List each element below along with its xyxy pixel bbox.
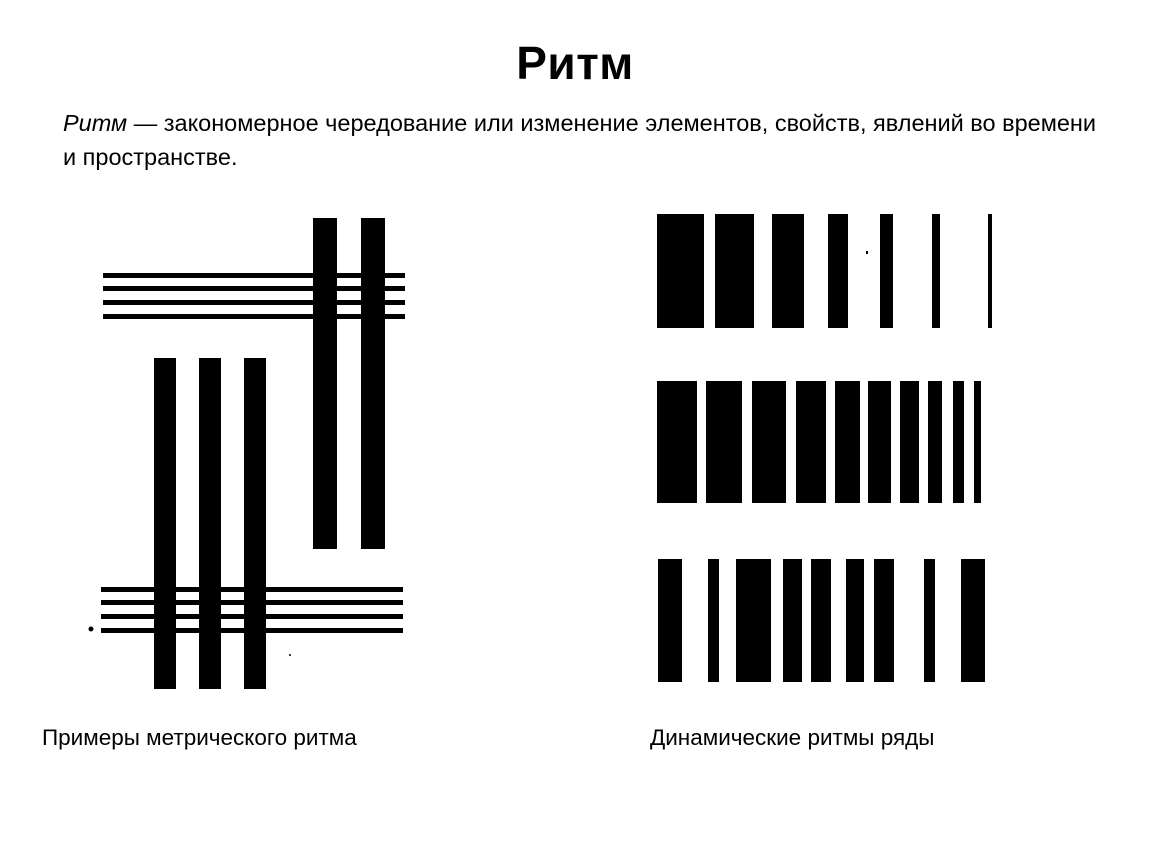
dynamic-bar — [974, 381, 981, 503]
dynamic-bar — [900, 381, 919, 503]
dynamic-bar — [988, 214, 992, 328]
slide-title: Ритм — [516, 37, 634, 89]
dynamic-bar — [657, 381, 697, 503]
dynamic-speck — [866, 251, 868, 254]
dynamic-bar — [657, 214, 704, 328]
metric-rhythm-caption: Примеры метрического ритма — [42, 725, 357, 750]
dynamic-bar — [953, 381, 964, 503]
dynamic-bar — [811, 559, 831, 682]
dynamic-bar — [658, 559, 682, 682]
dynamic-bar — [706, 381, 742, 503]
dynamic-bar — [783, 559, 802, 682]
dynamic-bar — [880, 214, 893, 328]
dynamic-bar — [772, 214, 804, 328]
dynamic-bar — [752, 381, 786, 503]
definition-term: Ритм — [63, 110, 128, 136]
definition-text: — закономерное чередование или изменение элементов, свойств, явлений во времени и пространстве. — [63, 110, 1097, 170]
dynamic-bar — [928, 381, 942, 503]
dynamic-bar — [874, 559, 894, 682]
dynamic-bar — [828, 214, 848, 328]
dynamic-bar — [924, 559, 935, 682]
dynamic-bar — [835, 381, 860, 503]
dynamic-bar — [961, 559, 985, 682]
dynamic-bar — [796, 381, 826, 503]
dynamic-bar — [868, 381, 891, 503]
dynamic-bar — [736, 559, 771, 682]
dynamic-rhythm-caption: Динамические ритмы ряды — [650, 725, 935, 750]
dynamic-bar — [846, 559, 864, 682]
dynamic-bar — [932, 214, 940, 328]
dynamic-bar — [708, 559, 719, 682]
dynamic-bar — [715, 214, 754, 328]
